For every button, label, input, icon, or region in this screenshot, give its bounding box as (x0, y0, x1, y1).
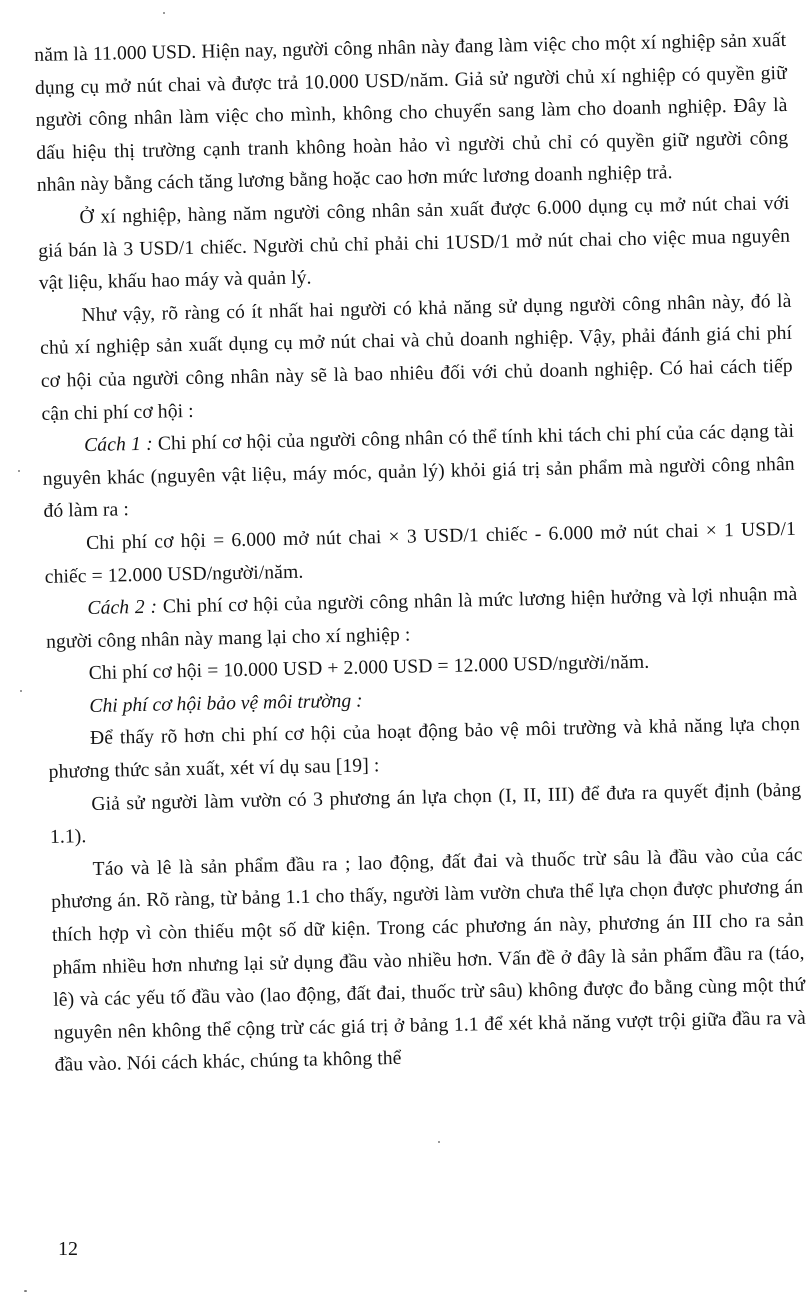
formula-1: Chi phí cơ hội = 6.000 mở nút chai × 3 USD/1 chiếc - 6.000 mở nút chai × 1 USD/1 chiếc = 12.000 USD/người/năm. (44, 518, 797, 588)
scan-speck (24, 1290, 27, 1292)
method-1-text: Chi phí cơ hội của người công nhân có thể tính khi tách chi phí của các dạng tài nguyên khác (nguyên vật liệu, máy móc, quản lý) khỏi giá trị sản phẩm mà người công nhân đó làm ra : (42, 420, 795, 523)
method-1-label: Cách 1 : (83, 433, 153, 457)
formula-2: Chi phí cơ hội = 10.000 USD + 2.000 USD = 12.000 USD/người/năm. (88, 652, 650, 685)
paragraph-1: năm là 11.000 USD. Hiện nay, người công nhân này đang làm việc cho một xí nghiệp sản xuất dụng cụ mở nút chai và được trả 10.000 USD/năm. Giả sử người chủ xí nghiệp có quyền giữ người công nhân làm việc cho mình, không cho chuyển sang làm cho doanh nghiệp. Đây là dấu hiệu thị trường cạnh tranh không hoàn hảo vì người chủ chỉ có quyền giữ người công nhân này bằng cách tăng lương bằng hoặc cao hơn mức lương doanh nghiệp trả. (34, 29, 789, 197)
section-heading: Chi phí cơ hội bảo vệ môi trường : (89, 690, 363, 717)
scan-speck (163, 12, 165, 14)
scan-speck (20, 690, 22, 692)
paragraph-7: Giả sử người làm vườn có 3 phương án lựa chọn (I, II, III) để đưa ra quyết định (bảng 1.1). (49, 779, 802, 849)
paragraph-2: Ở xí nghiệp, hàng năm người công nhân sản xuất được 6.000 dụng cụ mở nút chai với giá bán là 3 USD/1 chiếc. Người chủ chỉ phải chi 1USD/1 mở nút chai cho việc mua nguyên vật liệu, khấu hao máy và quản lý. (38, 192, 791, 295)
method-2-label: Cách 2 : (87, 596, 158, 620)
paragraph-3: Như vậy, rõ ràng có ít nhất hai người có khả năng sử dụng người công nhân này, đó là chủ xí nghiệp sản xuất dụng cụ mở nút chai và chủ doanh nghiệp. Vậy, phải đánh giá chi phí cơ hội của người công nhân này sẽ là bao nhiêu đối với chủ doanh nghiệp. Có hai cách tiếp cận chi phí cơ hội : (39, 290, 793, 425)
page-number: 12 (58, 1238, 78, 1260)
method-2-text: Chi phí cơ hội của người công nhân là mức lương hiện hưởng và lợi nhuận mà người công nhân này mang lại cho xí nghiệp : (45, 583, 798, 653)
scan-speck (438, 1141, 440, 1143)
paragraph-8: Táo và lê là sản phẩm đầu ra ; lao động, đất đai và thuốc trừ sâu là đầu vào của các phương án. Rõ ràng, từ bảng 1.1 cho thấy, người làm vườn chưa thể lựa chọn được phương án thích hợp vì còn thiếu một số dữ kiện. Trong các phương án này, phương án III cho ra sản phẩm nhiều hơn nhưng lại sử dụng đầu vào nhiều hơn. Vấn đề ở đây là sản phẩm đầu ra (táo, lê) và các yếu tố đầu vào (lao động, đất đai, thuốc trừ sâu) không được đo bằng cùng một thứ nguyên nên không thể cộng trừ các giá trị ở bảng 1.1 để xét khả năng vượt trội giữa đầu ra và đầu vào. Nói cách khác, chúng ta không thể (51, 844, 806, 1077)
body-text (34, 25, 807, 1083)
paragraph-6: Để thấy rõ hơn chi phí cơ hội của hoạt động bảo vệ môi trường và khả năng lựa chọn phương thức sản xuất, xét ví dụ sau [19] : (48, 714, 801, 783)
paragraph-method-1 (42, 416, 796, 529)
scan-speck (18, 470, 20, 472)
